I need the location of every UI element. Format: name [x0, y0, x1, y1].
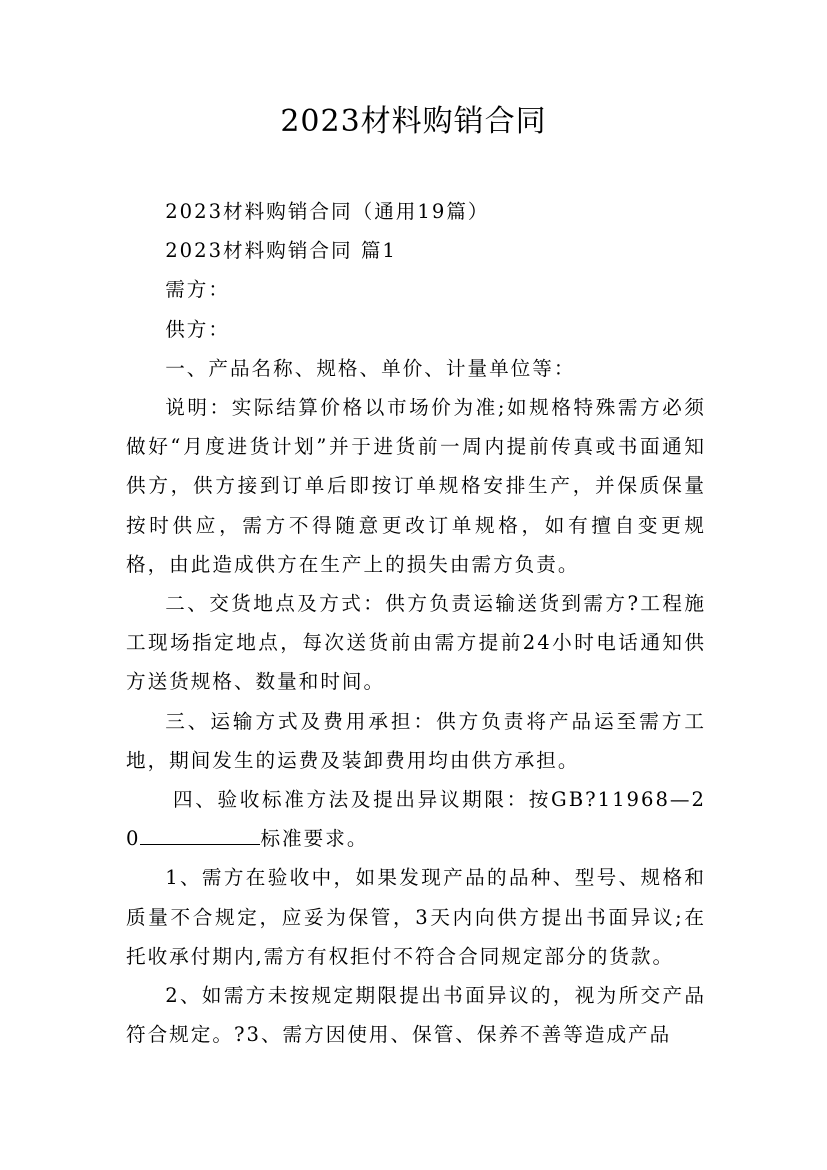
paragraph-clause-2: 二、交货地点及方式：供方负责运输送货到需方?工程施工现场指定地点，每次送货前由需方提前24小时电话通知供方送货规格、数量和时间。 [126, 592, 706, 694]
blank-line [140, 823, 260, 846]
paragraph-item-2: 2、如需方未按规定期限提出书面异议的，视为所交产品符合规定。?3、需方因使用、保管、保养不善等造成产品 [126, 984, 706, 1047]
paragraph-explanation: 说明：实际结算价格以市场价为准;如规格特殊需方必须做好“月度进货计划”并于进货前一周内提前传真或书面通知供方，供方接到订单后即按订单规格安排生产，并保质保量按时供应，需方不得随意更改订单规格，如有擅自变更规格，由此造成供方在生产上的损失由需方负责。 [126, 396, 706, 576]
paragraph-clause-1: 一、产品名称、规格、单价、计量单位等： [165, 356, 576, 380]
document-body [126, 192, 706, 1054]
inspection-suffix: 标准要求。 [260, 827, 369, 851]
document-title: 2023材料购销合同 [280, 104, 547, 139]
inspection-prefix: 四、验收标准方法及提出异议期限：按GB?11968—20 [126, 788, 706, 851]
paragraph-clause-3: 三、运输方式及费用承担：供方负责将产品运至需方工地，期间发生的运费及装卸费用均由供方承担。 [126, 709, 706, 772]
paragraph-item-1: 1、需方在验收中，如果发现产品的品种、型号、规格和质量不合规定，应妥为保管，3天内向供方提出书面异议;在托收承付期内,需方有权拒付不符合合同规定部分的货款。 [126, 866, 706, 968]
paragraph-section-heading: 2023材料购销合同 篇1 [165, 239, 397, 263]
paragraph-buyer: 需方： [165, 278, 230, 302]
paragraph-clause-4 [126, 780, 706, 858]
paragraph-supplier: 供方： [165, 317, 230, 341]
paragraph-subtitle: 2023材料购销合同（通用19篇） [165, 200, 490, 223]
